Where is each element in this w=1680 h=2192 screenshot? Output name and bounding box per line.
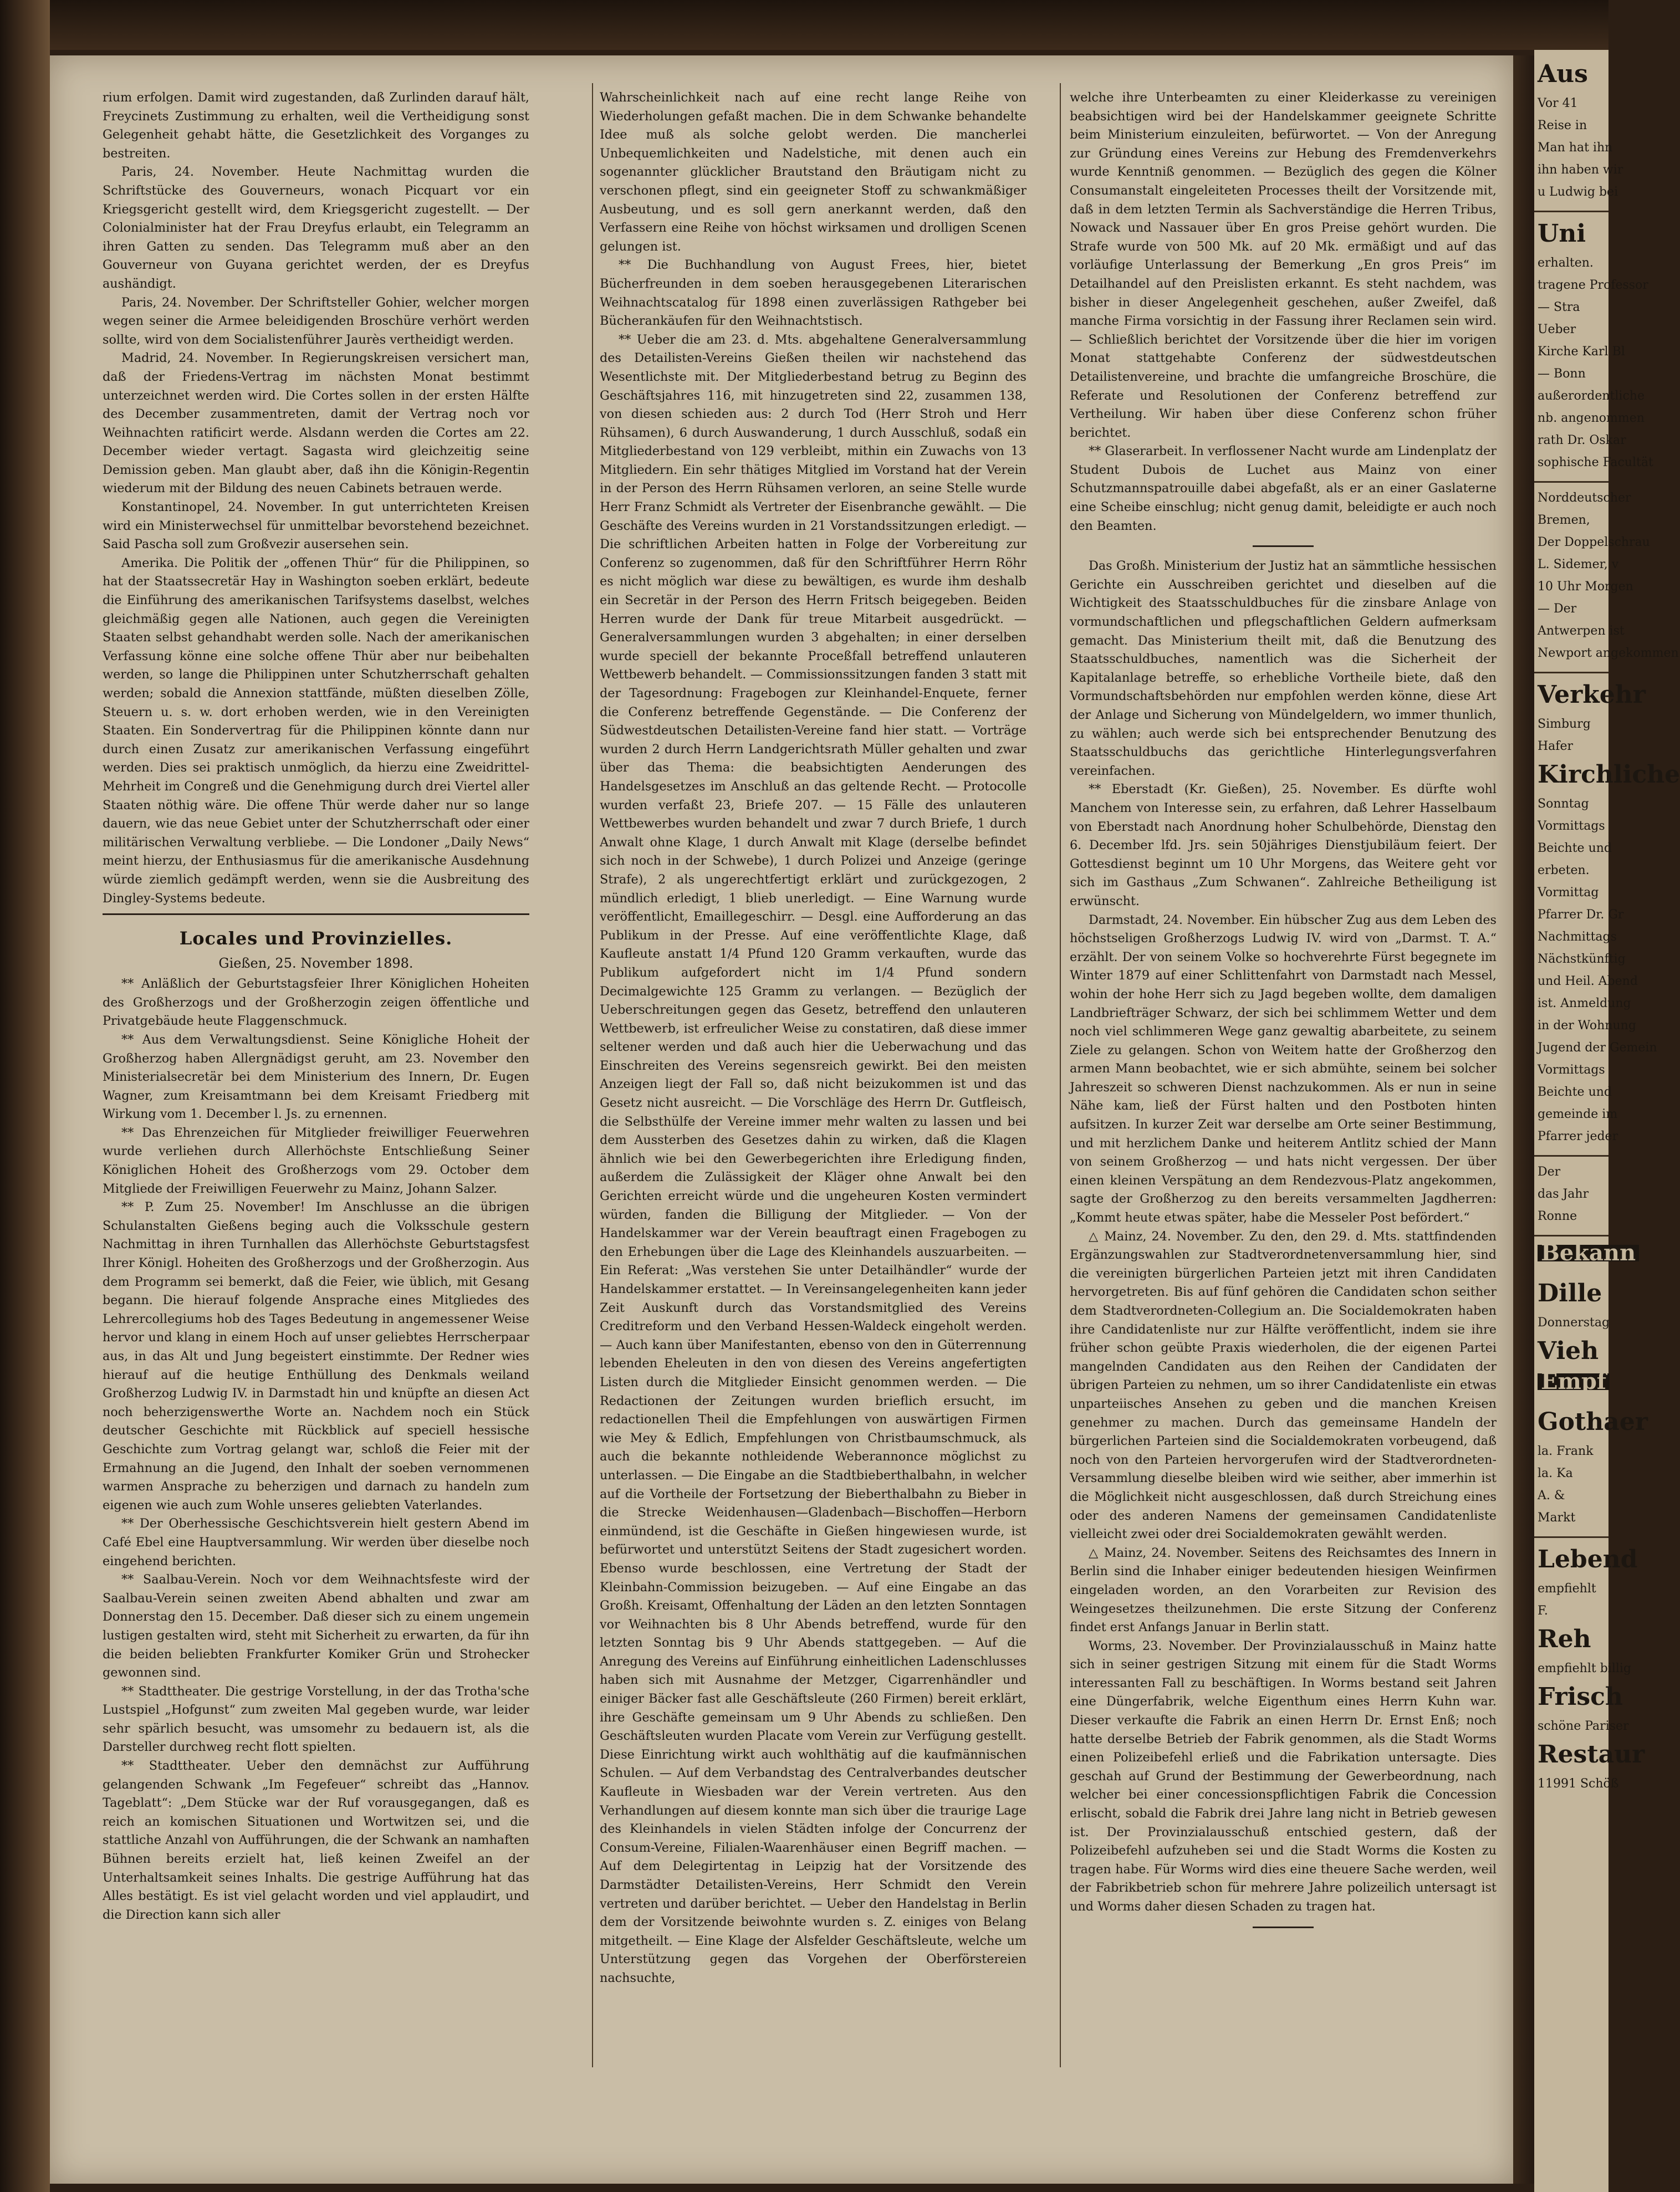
adjacent-page-text: Simburg	[1538, 717, 1591, 731]
adjacent-page-text: Bremen,	[1538, 513, 1590, 527]
adjacent-page-text: sophische Facultät	[1538, 456, 1653, 469]
adjacent-page-text: Vormittags	[1538, 819, 1605, 833]
local-news-continued	[1070, 89, 1497, 535]
article-paragraph: ** Stadttheater. Die gestrige Vorstellung, in der das Trotha'sche Lustspiel „Hofgunst“ zum zweiten Mal gegeben wurde, war leider sehr spärlich besucht, was umsomehr zu bedauern ist, als die Darsteller durchweg recht flott spielten.	[103, 1684, 529, 1755]
adjacent-page-text: Antwerpen ist	[1538, 624, 1625, 638]
article-paragraph: Wahrscheinlichkeit nach auf eine recht lange Reihe von Wiederholungen gefaßt machen. Die in dem Schwanke behandelte Idee muß als solche gelobt werden. Die mancherlei Unbequemlichkeiten und Nadelstiche, mit denen auch ein sogenannter glücklicher Brautstand den Bräutigam nicht zu verschonen pflegt, sind ein geeigneter Stoff zu schwankmäßiger Ausbeutung, und es soll gern anerkannt werden, daß den Verfassern eine Reihe von höchst wirksamen und drolligen Scenen gelungen ist.	[600, 90, 1027, 254]
adjacent-page-text: erhalten.	[1538, 256, 1594, 270]
article-paragraph: Das Großh. Ministerium der Justiz hat an sämmtliche hessischen Gerichte ein Ausschreiben gerichtet und dieselben auf die Wichtigkeit des Staatsschuldbuches für die zinsbare Anlage von vormundschaftlichen und pflegschaftlichen Geldern aufmerksam gemacht. Das Ministerium theilt mit, daß die Benutzung des Staatsschuldbuches, namentlich was die Sicherheit der Kapitalanlage betreffe, so erhebliche Vortheile biete, daß den Vormundschaftsbehörden nur empfohlen werden könne, diese Art der Anlage und Sicherung von Mündelgeldern, wo immer thunlich, zu wählen; auch werde sich bei entsprechender Benutzung des Staatsschuldbuchs das gerichtliche Hinterlegungsverfahren vereinfachen.	[1070, 559, 1497, 778]
adjacent-page-text: erbeten.	[1538, 863, 1590, 877]
article-paragraph: ** Aus dem Verwaltungsdienst. Seine Königliche Hoheit der Großherzog haben Allergnädigst geruht, am 23. November den Ministerialsecretär bei dem Ministerium des Innern, Dr. Eugen Wagner, zum Kreisamtmann bei dem Kreisamt Friedberg mit Wirkung vom 1. December l. Js. zu ernennen.	[103, 1032, 529, 1122]
adjacent-page-text: 10 Uhr Morgen	[1538, 580, 1633, 594]
adjacent-page-text: rath Dr. Oskar	[1538, 433, 1626, 447]
article-divider	[1253, 545, 1314, 547]
adjacent-page-text: Aus	[1538, 60, 1588, 88]
article-paragraph: ** Glaserarbeit. In verflossener Nacht wurde am Lindenplatz der Student Dubois de Luchet aus Mainz von einer Schutzmannspatrouille dabei abgefaßt, als er an einer Gaslaterne eine Scheibe einschlug; nicht genug damit, beleidigte er auch noch den Beamten.	[1070, 444, 1497, 533]
section-divider	[103, 913, 529, 915]
adjacent-page-text: Vieh	[1538, 1337, 1599, 1365]
adjacent-page-text: Kirchliche	[1538, 760, 1680, 789]
scan-top-border	[0, 0, 1608, 50]
adjacent-page-text: Sonntag	[1538, 797, 1589, 811]
adjacent-page-text: Vormittag	[1538, 886, 1599, 900]
article-paragraph: △ Mainz, 24. November. Zu den, den 29. d. Mts. stattfindenden Ergänzungswahlen zur Stadtverordnetenversammlung hier, sind die vereinigten bürgerlichen Parteien jetzt mit ihren Candidaten hervorgetreten. Bis auf fünf gehören die Candidaten schon seither dem Stadtverordneten-Collegium an. Die Socialdemokraten haben ihre Candidatenliste nur zur Hälfte veröffentlicht, indem sie ihre früher schon geübte Praxis wiederholen, die der eigenen Partei mangelnden Candidaten aus den Reihen der Candidaten der übrigen Parteien zu nehmen, um so ihrer Candidatenliste ein etwas unparteiisches Ansehen zu geben und die manchen Kreisen genehmer zu machen. Durch das gemeinsame Handeln der bürgerlichen Parteien sind die Socialdemokraten vorbeugend, daß noch von den Parteien hervorgerufen wird der Stadtverordneten-Versammlung dieselbe bleiben wird wie seither, aber immerhin ist die Möglichkeit nicht ausgeschlossen, daß durch Streichung eines oder des anderen Namens der gemeinsamen Candidatenliste vielleicht zwei oder drei Socialdemokraten gewählt werden.	[1070, 1229, 1497, 1542]
adjacent-page-text: empfiehlt billig	[1538, 1662, 1632, 1675]
adjacent-page-text: Pfarrer Dr. Gr	[1538, 908, 1624, 922]
adjacent-page-text: Ronne	[1538, 1209, 1577, 1223]
adjacent-page-text: L. Sidemer, v	[1538, 558, 1619, 571]
adjacent-page-text: Uni	[1538, 219, 1586, 248]
adjacent-page-text: Newport angekommen	[1538, 646, 1679, 660]
adjacent-page-text: — Der	[1538, 602, 1577, 616]
adjacent-page-text: u Ludwig bei	[1538, 185, 1618, 199]
adjacent-page-text: F.	[1538, 1604, 1548, 1618]
adjacent-page-text: Beichte und	[1538, 1085, 1612, 1099]
adjacent-page-text: empfiehlt	[1538, 1582, 1596, 1596]
adjacent-page-text: Der Doppelschrau	[1538, 535, 1650, 549]
adjacent-page-text: Lebend	[1538, 1545, 1638, 1573]
adjacent-page-text: nb. angenommen	[1538, 411, 1645, 425]
adjacent-page-text: — Stra	[1538, 300, 1580, 314]
article-paragraph: Paris, 24. November. Heute Nachmittag wurden die Schriftstücke des Gouverneurs, wonach Picquart vor ein Kriegsgericht gestellt wird, dem Kriegsgericht zugestellt. — Der Colonialminister hat der Frau Dreyfus erlaubt, ein Telegramm an ihren Gatten zu senden. Das Telegramm muß aber an den Gouverneur von Guyana gerichtet werden, der es Dreyfus aushändigt.	[103, 165, 529, 291]
adjacent-page-text: Ueber	[1538, 323, 1576, 336]
adjacent-page-text: schöne Pariser	[1538, 1719, 1629, 1733]
article-paragraph: ** Eberstadt (Kr. Gießen), 25. November. Es dürfte wohl Manchem von Interesse sein, zu erfahren, daß Lehrer Hasselbaum von Eberstadt nach Anordnung hoher Schulbehörde, Dienstag den 6. December lfd. Jrs. sein 50jähriges Dienstjubiläum feiert. Der Gottesdienst beginnt um 10 Uhr Morgens, das Weitere geht vor sich im Gasthaus „Zum Schwanen“. Zahlreiche Betheiligung ist erwünscht.	[1070, 782, 1497, 908]
article-end-rule	[1253, 1927, 1314, 1928]
adjacent-page-text: ist. Anmeldung	[1538, 997, 1631, 1010]
article-paragraph: ** P. Zum 25. November! Im Anschlusse an die übrigen Schulanstalten Gießens beging auch die Volksschule gestern Nachmittag in ihren Turnhallen das Allerhöchste Geburtstagsfest Ihrer Königl. Hoheiten des Großherzogs und der Großherzogin. Aus dem Programm sei bemerkt, daß die Feier, wie üblich, mit Gesang begann. Die hierauf folgende Ansprache eines Mitgliedes des Lehrercollegiums hob des Tages Bedeutung in angemessener Weise hervor und klang in einem Hoch auf unser geliebtes Herrscherpaar aus, in das Alt und Jung begeistert einstimmte. Der Redner wies hierauf auf die heutige Enthüllung des Denkmals weiland Großherzog Ludwig IV. in Darmstadt hin und knüpfte an diesen Act noch beherzigenswerthe Worte an. Nachdem noch ein Stück deutscher Geschichte mit Rückblick auf speciell hessische Geschichte zum Vortrag gelangt war, schloß die Feier mit der Ermahnung an die Jugend, den Inhalt der soeben vernommenen warmen Ansprache zu beherzigen und darnach zu handeln zum eigenen wie auch zum Wohle unseres geliebten Vaterlandes.	[103, 1200, 529, 1513]
column-rule	[1060, 83, 1061, 2067]
adjacent-page-text: Kirche Karl Bl	[1538, 345, 1625, 359]
adjacent-page-text: Norddeutscher	[1538, 491, 1631, 505]
adjacent-page-text: Jugend der Gemein	[1538, 1041, 1657, 1055]
article-paragraph: Madrid, 24. November. In Regierungskreisen versichert man, daß der Friedens-Vertrag im nächsten Monat bestimmt unterzeichnet werden wird. Die Cortes sollen in der ersten Hälfte des December zusammentreten, damit der Vertrag noch vor Weihnachten ratificirt werde. Alsdann werden die Cortes am 22. December wieder vertagt. Sagasta wird gleichzeitig seine Demission geben. Man glaubt aber, daß ihn die Königin-Regentin wiederum mit der Bildung des neuen Cabinets betrauen werde.	[103, 351, 529, 496]
article-paragraph: ** Ueber die am 23. d. Mts. abgehaltene Generalversammlung des Detailisten-Vereins Gießen theilen wir nachstehend das Wesentlichste mit. Der Mitgliederbestand betrug zu Beginn des Geschäftsjahres 116, mit hinzugetreten sind 22, zusammen 138, von diesen schieden aus: 2 durch Tod (Herr Stroh und Herr Rühsamen), 6 durch Auswanderung, 1 durch Ausschluß, sodaß ein Mitgliederbestand von 129 verbleibt, mithin ein Zuwachs von 13 Mitgliedern. Ein sehr thätiges Mitglied im Vorstand hat der Verein in der Person des Herrn Rühsamen verloren, an seine Stelle wurde Herr Franz Schmidt als Vertreter der Eisenbranche gewählt. — Die Geschäfte des Vereins wurden in 21 Vorstandssitzungen erledigt. — Die schriftlichen Arbeiten hatten in Folge der Vorbereitung zur Conferenz so zugenommen, daß für den Schriftführer Herrn Röhr es nicht möglich war diese zu bewältigen, es wurde ihm deshalb ein Secretär in der Person des Herrn Fritsch beigegeben. Beiden Herren wurde der Dank für treue Mitarbeit ausgedrückt. — Generalversammlungen wurden 3 abgehalten; in einer derselben wurde speciell der bekannte Proceßfall betreffend unlauteren Wettbewerb behandelt. — Commissionssitzungen fanden 3 statt mit der Tagesordnung: Fragebogen zur Kleinhandel-Enquete, ferner die Conferenz betreffende Gegenstände. — Die Conferenz der Südwestdeutschen Detailisten-Vereine fand hier statt. — Vorträge wurden 2 durch Herrn Landgerichtsrath Müller gehalten und zwar über das Thema: die beabsichtigten Aenderungen des Handelsgesetzes im Anschluß an das geltende Recht. — Protocolle wurden verfaßt 23, Briefe 207. — 15 Fälle des unlauteren Wettbewerbes wurden behandelt und zwar 7 durch Briefe, 1 durch Anwalt ohne Klage, 1 durch Anwalt mit Klage (derselbe befindet sich noch in der Schwebe), 1 durch Polizei und Anzeige (geringe Strafe), 2 als ungerechtfertigt erklärt und zurückgezogen, 2 mündlich erledigt, 1 blieb unerledigt. — Eine Warnung wurde veröffentlicht, Emaillegeschirr. — Desgl. eine Aufforderung an das Publikum in der Presse. Auf eine veröffentlichte Klage, daß Kaufleute anstatt 1/4 Pfund 120 Gramm verkauften, wurde das Publikum aufgefordert nicht im 1/4 Pfund sondern Decimalgewichte 125 Gramm zu verlangen. — Bezüglich der Ueberschreitungen gegen das Gesetz, betreffend den unlauteren Wettbewerb, ist erfreulicher Weise zu constatiren, daß diese immer seltener werden und daß auch hier die Ueberwachung und das Einschreiten des Vereins segensreich gewirkt. Bei den meisten Anzeigen liegt der Fall so, daß nicht beizukommen ist und das Gesetz nicht ausreicht. — Die Vorschläge des Herrn Dr. Gutfleisch, die Selbsthülfe der Vereine immer mehr walten zu lassen und bei dem Aussterben des Gesetzes dahin zu wirken, daß die Klagen ähnlich wie bei den Gewerbegerichten ihre Erledigung finden, außerdem die Zulässigkeit der Kläger ohne Anwalt bei den Gerichten erreicht würde und die ungeheuren Kosten vermindert würden, fanden die Billigung der Mitglieder. — Von der Handelskammer war der Verein beauftragt einen Fragebogen zu den Erhebungen über die Lage des Kleinhandels auszuarbeiten. — Ein Referat: „Was verstehen Sie unter Detailhändler“ wurde der Handelskammer erstattet. — In Vereinsangelegenheiten kann jeder Zeit Auskunft durch das Vorstandsmitglied des Vereins Creditreform und den Verband Hessen-Waldeck eingeholt werden. — Auch kann über Manifestanten, ebenso von den in Güterrennung lebenden Eheleuten in den von diesen des Vereins angefertigten Listen durch die Mitglieder Einsicht genommen werden. — Die Redactionen der Zeitungen wurden brieflich ersucht, im redactionellen Theil die Empfehlungen von auswärtigen Firmen wie Mey & Edlich, Empfehlungen von Christbaumschmuck, als auch die bekannte nothleidende Weberannonce möglichst zu unterlassen. — Die Eingabe an die Stadtbieberthalbahn, in welcher auf die Vortheile der Fortsetzung der Bieberthalbahn zu Bieber in die Strecke Weidenhausen—Gladenbach—Bischoffen—Herborn einmündend, ist die Geschäfte in Gießen hingewiesen wurde, ist befürwortet und unterstützt Seitens der Stadt zugesichert worden. Ebenso wurde beschlossen, eine Vertretung der Stadt der Kleinbahn-Commission beizugeben. — Auf eine Eingabe an das Großh. Kreisamt, Offenhaltung der Läden an den letzten Sonntagen vor Weihnachten bis 8 Uhr Abends betreffend, wurde für den letzten Sonntag bis 9 Uhr Abends stattgegeben. — Auf die Anregung des Vereins auf Einführung einheitlichen Ladenschlusses haben sich mit Ausnahme der Metzger, Cigarrenhändler und einiger Bäcker fast alle Geschäftsleute (260 Firmen) bereit erklärt, ihre Geschäfte gemeinsam um 9 Uhr Abends zu schließen. Den Geschäftsleuten wurden Placate vom Verein zur Verfügung gestellt. Diese Einrichtung wirkt auch wohlthätig auf die kaufmännischen Schulen. — Auf dem Verbandstag des Centralverbandes deutscher Kaufleute in Wiesbaden war der Verein vertreten. Aus den Verhandlungen auf diesem konnte man sich über die traurige Lage des Kleinhandels in vielen Städten infolge der Concurrenz der Consum-Vereine, Filialen-Waarenhäuser einen Begriff machen. — Auf dem Delegirtentag in Leipzig hat der Vorsitzende des Darmstädter Detailisten-Vereins, Herr Schmidt den Verein vertreten und darüber berichtet. — Ueber den Handelstag in Berlin dem der Vorsitzende beiwohnte wurden s. Z. einiges von Belang mitgetheilt. — Eine Klage der Alsfelder Geschäftsleute, welche um Unterstützung gegen das Vorgehen der Oberförstereien nachsuchte,	[600, 332, 1027, 1985]
adjacent-page-text: Der	[1538, 1165, 1561, 1179]
adjacent-page-text: Hafer	[1538, 739, 1573, 753]
adjacent-page-text: Reise in	[1538, 119, 1587, 132]
article-paragraph: welche ihre Unterbeamten zu einer Kleiderkasse zu vereinigen beabsichtigen wird bei der Handelskammer geeignete Schritte beim Ministerium einzuleiten, befürwortet. — Von der Anregung zur Gründung eines Vereins zur Hebung des Fremdenverkehrs wurde Kenntniß genommen. — Bezüglich des gegen die Kölner Consumanstalt eingeleiteten Processes theilt der Vorsitzende mit, daß in dem letzten Termin als Sachverständige die Herren Tribus, Nowack und Nassauer über En gros Preise gehört wurden. Die Strafe wurde von 500 Mk. auf 20 Mk. ermäßigt und auf das vorläufige Unterlassung der Bemerkung „En gros Preis“ im Detailhandel auf den Preislisten erkannt. Es steht nachdem, was bisher in dieser Angelegenheit geschehen, außer Zweifel, daß manche Firma vorsichtig in der Fassung ihrer Reclamen sein wird. — Schließlich berichtet der Vorsitzende über die hier im vorigen Monat stattgehabte Conferenz der südwestdeutschen Detailistenvereine, und brachte die umfangreiche Broschüre, die Referate und Resolutionen der Conferenz betreffend zur Vertheilung. Wir haben über diese Conferenz schon früher berichtet.	[1070, 90, 1497, 440]
adjacent-page-text: — Bonn	[1538, 367, 1586, 381]
article-paragraph: ** Das Ehrenzeichen für Mitglieder freiwilliger Feuerwehren wurde verliehen durch Allerhöchste Entschließung Seiner Königlichen Hoheit des Großherzogs vom 29. October dem Mitgliede der Freiwilligen Feuerwehr zu Mainz, Johann Salzer.	[103, 1125, 529, 1196]
adjacent-page-text: Empf	[1538, 1373, 1610, 1390]
page-gutter	[1513, 55, 1534, 2184]
article-paragraph: rium erfolgen. Damit wird zugestanden, daß Zurlinden darauf hält, Freycinets Zustimmung zu erhalten, weil die Vertheidigung sonst Gelegenheit gehabt hätte, die Gesetzlichkeit des Vorganges zu bestreiten.	[103, 90, 529, 161]
article-paragraph: Worms, 23. November. Der Provinzialausschuß in Mainz hatte sich in seiner gestrigen Sitzung mit einem für die Stadt Worms interessanten Fall zu beschäftigen. In Worms bestand seit Jahren eine Düngerfabrik, welche Eigenthum eines Herrn Kuhn war. Dieser verkaufte die Fabrik an einen Herrn Dr. Ernst Enß; noch hatte derselbe Betrieb der Fabrik genommen, als die Stadt Worms einen Polizeibefehl erließ und die Fabrikation untersagte. Dies geschah auf Grund der Bestimmung der Gewerbeordnung, nach welcher bei einer concessionspflichtigen Fabrik die Concession erlischt, sobald die Fabrik drei Jahre lang nicht in Betrieb gewesen ist. Der Provinzialausschuß entschied gestern, daß der Polizeibefehl aufzuheben sei und die Stadt Worms die Kosten zu tragen habe. Für Worms wird dies eine theuere Sache werden, weil der Fabrikbetrieb schon für mehrere Jahre polizeilich untersagt ist und Worms daher diesen Schaden zu tragen hat.	[1070, 1638, 1497, 1914]
adjacent-page-rule	[1534, 672, 1608, 673]
adjacent-page-rule	[1534, 1155, 1608, 1157]
adjacent-page-text: Reh	[1538, 1625, 1591, 1653]
adjacent-page-text: la. Ka	[1538, 1467, 1573, 1480]
dateline: Gießen, 25. November 1898.	[218, 956, 413, 972]
adjacent-page-text: Gothaer	[1538, 1408, 1648, 1436]
article-paragraph: ** Stadttheater. Ueber den demnächst zur Aufführung gelangenden Schwank „Im Fegefeuer“ schreibt das „Hannov. Tageblatt“: „Dem Stücke war der Ruf vorausgegangen, daß es reich an komischen Situationen und Wortwitzen sei, und die stattliche Anzahl von Aufführungen, die der Schwank an namhaften Bühnen bereits erzielt hat, ließ keinen Zweifel an der Unterhaltsamkeit seines Inhalts. Die gestrige Aufführung hat das Alles bestätigt. Es ist viel gelacht worden und viel applaudirt, und die Direction kann sich aller	[103, 1759, 529, 1922]
column-2	[600, 89, 1027, 2062]
adjacent-page-text: und Heil. Abend	[1538, 974, 1638, 988]
adjacent-page-text: Man hat ihn	[1538, 141, 1613, 155]
local-news-continued	[600, 89, 1027, 1988]
article-paragraph: Konstantinopel, 24. November. In gut unterrichteten Kreisen wird ein Ministerwechsel für unmittelbar bevorstehend bezeichnet. Said Pascha soll zum Großvezir ausersehen sein.	[103, 500, 529, 552]
adjacent-page-text: 11991 Schöß	[1538, 1777, 1619, 1791]
adjacent-page-text: Nächstkünftig	[1538, 952, 1626, 966]
article-paragraph: ** Die Buchhandlung von August Frees, hier, bietet Bücherfreunden in dem soeben herausgegebenen Literarischen Weihnachtscatalog für 1898 einen zuverlässigen Rathgeber bei Bücherankäufen für den Weihnachtstisch.	[600, 258, 1027, 329]
adjacent-page-text: Nachmittags	[1538, 930, 1617, 944]
adjacent-page-text: Verkehr	[1538, 681, 1646, 709]
article-paragraph: Darmstadt, 24. November. Ein hübscher Zug aus dem Leben des höchstseligen Großherzogs Ludwig IV. wird von „Darmst. T. A.“ erzählt. Der von seinem Volke so hochverehrte Fürst begegnete im Winter 1879 auf einer Schlittenfahrt von Darmstadt nach Messel, wohin der hohe Herr sich zu Jagd begeben wollte, dem damaligen Landbriefträger Schwarz, der sich bei schlimmem Wetter und dem noch viel schlimmeren Wege ganz gewaltig abarbeitete, zu seinem Ziele zu gelangen. Schon von Weitem hatte der Großherzog den armen Mann beobachtet, wie er sich abmühte, seinem bei solcher Jahreszeit so schweren Dienst nachzukommen. Als er nun in seine Nähe kam, ließ der Fürst halten und den Postboten hinten aufsitzen. In kurzer Zeit war derselbe am Orte seiner Bestimmung, und mit herzlichem Danke und heiterem Antlitz schied der Mann von seinem Großherzog — und hats nicht vergessen. Der über einen kleinen Verspätung an dem Rendezvous-Platz angekommen, sagte der Großherzog zu den bereits versammelten Jagdherren: „Kommt heute etwas später, habe die Messeler Post befördert.“	[1070, 912, 1497, 1225]
local-news	[103, 975, 529, 1924]
adjacent-page-text: Dille	[1538, 1279, 1602, 1307]
adjacent-page-rule	[1534, 1536, 1608, 1538]
provincial-news	[1070, 557, 1497, 1916]
adjacent-page-text: Pfarrer jeder	[1538, 1130, 1618, 1143]
adjacent-page-text: Donnerstag	[1538, 1316, 1610, 1330]
adjacent-page-text: das Jahr	[1538, 1187, 1589, 1201]
adjacent-page-text: ihn haben wir	[1538, 163, 1623, 177]
adjacent-page-text: gemeinde im	[1538, 1107, 1618, 1121]
adjacent-page-text: in der Wohnung	[1538, 1019, 1636, 1033]
adjacent-page-rule	[1534, 211, 1608, 212]
section-title: Locales und Provinzielles.	[179, 928, 453, 949]
article-paragraph: Amerika. Die Politik der „offenen Thür“ für die Philippinen, so hat der Staatssecretär Hay in Washington soeben erklärt, bedeute die Einführung des amerikanischen Tarifsystems daselbst, welches gleichmäßig gegen alle Nationen, auch gegen die Vereinigten Staaten selbst gehandhabt werden solle. Nach der amerikanischen Verfassung könne eine solche offene Thür aber nur beibehalten werden, so lange die Philippinen unter Schutzherrschaft gehalten werden; sobald die Annexion stattfände, müßten dieselben Zölle, Steuern u. s. w. dort erhoben werden, wie in den Vereinigten Staaten. Ein Sondervertrag für die Philippinen könnte dann nur durch einen Zusatz zur amerikanischen Verfassung eingeführt werden. Dies sei praktisch unmöglich, da hierzu eine Zweidrittel-Mehrheit im Congreß und die Genehmigung durch drei Viertel aller Staaten nöthig wäre. Die offene Thür werde daher nur so lange dauern, wie das neue Gebiet unter der Schutzherrschaft oder einer militärischen Verwaltung verbliebe. — Die Londoner „Daily News“ meint hierzu, der Enthusiasmus für die amerikanische Ausdehnung würde ziemlich gedämpft werden, wenn sie die Ausbreitung des Dingley-Systems bedeute.	[103, 555, 529, 906]
adjacent-page-text: la. Frank	[1538, 1444, 1594, 1458]
adjacent-page-text: tragene Professor	[1538, 278, 1648, 292]
adjacent-page-rule	[1534, 481, 1608, 483]
article-paragraph: △ Mainz, 24. November. Seitens des Reichsamtes des Innern in Berlin sind die Inhaber einiger bedeutenden hiesigen Weinfirmen eingeladen worden, an den Vorarbeiten zur Revision des Weingesetzes theilzunehmen. Die erste Sitzung der Conferenz findet erst Anfangs Januar in Berlin statt.	[1070, 1545, 1497, 1635]
column-3	[1070, 89, 1497, 2062]
column-1	[103, 89, 529, 2062]
adjacent-page-text: A. &	[1538, 1489, 1565, 1503]
adjacent-page-text: Beichte und	[1538, 841, 1612, 855]
scan-left-border	[0, 0, 50, 2192]
adjacent-page-text: Restaur	[1538, 1740, 1645, 1769]
adjacent-page-text: Bekann	[1538, 1245, 1639, 1261]
adjacent-page-text: Frisch	[1538, 1683, 1623, 1711]
adjacent-page-text: Vor 41	[1538, 96, 1578, 110]
article-paragraph: ** Anläßlich der Geburtstagsfeier Ihrer Königlichen Hoheiten des Großherzogs und der Großherzogin zeigen öffentliche und Privatgebäude heute Flaggenschmuck.	[103, 977, 529, 1029]
adjacent-page-fragment	[1534, 50, 1680, 2192]
adjacent-page-text: außerordentliche	[1538, 389, 1645, 403]
article-paragraph: ** Saalbau-Verein. Noch vor dem Weihnachtsfeste wird der Saalbau-Verein seinen zweiten Abend abhalten und zwar am Donnerstag den 15. December. Daß dieser sich zu einem ungemein lustigen gestalten wird, steht mit Sicherheit zu erwarten, da für ihn die beiden beliebten Frankfurter Komiker Grün und Strohecker gewonnen sind.	[103, 1572, 529, 1680]
adjacent-page-text: Vormittags	[1538, 1063, 1605, 1077]
adjacent-page-text: Markt	[1538, 1511, 1576, 1525]
column-rule	[592, 83, 593, 2067]
adjacent-page-rule	[1534, 1235, 1608, 1236]
foreign-news	[103, 89, 529, 908]
article-paragraph: Paris, 24. November. Der Schriftsteller Gohier, welcher morgen wegen seiner die Armee beleidigenden Broschüre verhört werden sollte, wird von dem Socialistenführer Jaurès vertheidigt werden.	[103, 295, 529, 347]
article-paragraph: ** Der Oberhessische Geschichtsverein hielt gestern Abend im Café Ebel eine Hauptversammlung. Wir werden über dieselbe noch eingehend berichten.	[103, 1516, 529, 1568]
